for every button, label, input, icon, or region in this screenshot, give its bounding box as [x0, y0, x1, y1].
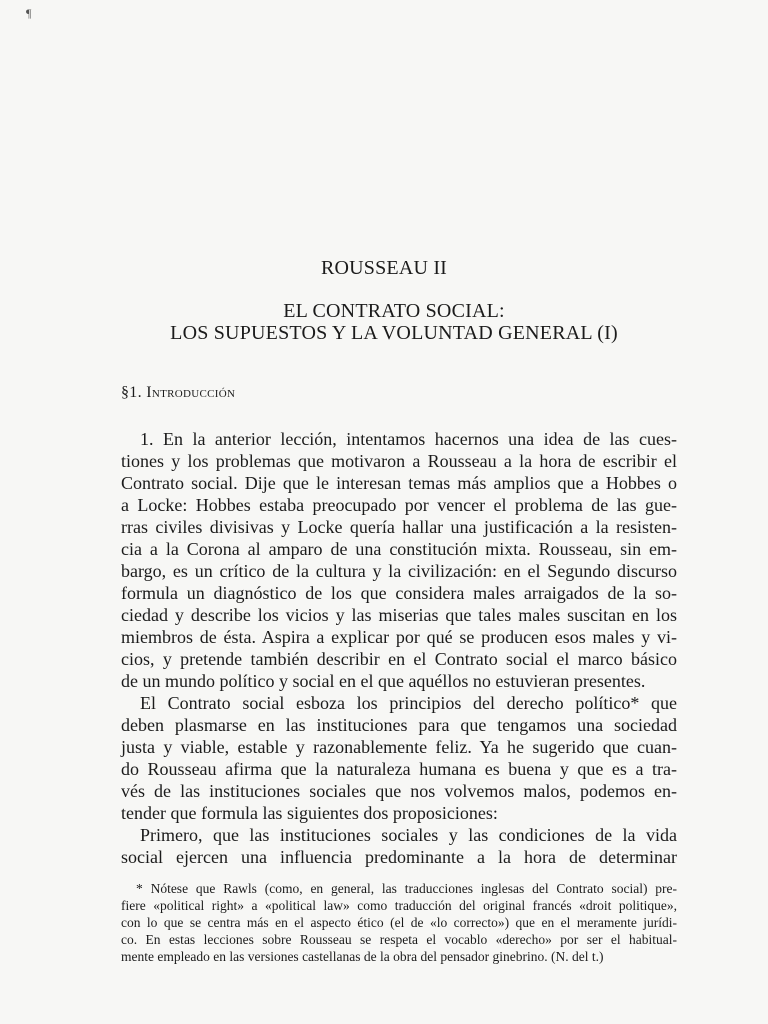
body-line: do Rousseau afirma que la naturaleza humana es buena y que es a tra-: [121, 759, 677, 779]
body-line: cios, y pretende también describir en el Contrato social el marco básico: [121, 649, 677, 669]
body-line: rras civiles divisivas y Locke quería hallar una justificación a la resisten-: [121, 517, 677, 537]
section-heading: [121, 384, 235, 402]
section-number: §1.: [121, 384, 142, 401]
footnote-line: con lo que se centra más en el aspecto ético (el de «lo correcto») que en el meramente jurídi-: [121, 915, 677, 930]
body-line: tiones y los problemas que motivaron a Rousseau a la hora de escribir el: [121, 451, 677, 471]
body-line: miembros de ésta. Aspira a explicar por qué se producen esos males y vi-: [121, 627, 677, 647]
body-line: social ejercen una influencia predominante a la hora de determinar: [121, 847, 677, 867]
body-line: justa y viable, estable y razonablemente feliz. Ya he sugerido que cuan-: [121, 737, 677, 757]
footnote-line: mente empleado en las versiones castellanas de la obra del pensador ginebrino. (N. del t.): [121, 949, 604, 964]
section-title: Introducción: [146, 384, 236, 401]
chapter-subtitle-line-2: LOS SUPUESTOS Y LA VOLUNTAD GENERAL (I): [170, 322, 618, 344]
body-line: El Contrato social esboza los principios del derecho político* que: [140, 693, 677, 713]
body-line: cia a la Corona al amparo de una constitución mixta. Rousseau, sin em-: [121, 539, 677, 559]
corner-mark: ¶: [26, 6, 32, 20]
body-line: de un mundo político y social en el que aquéllos no estuvieran presentes.: [121, 671, 646, 691]
body-line: vés de las instituciones sociales que nos volvemos malos, podemos en-: [121, 781, 677, 801]
footnote-line: fiere «political right» a «political law» como traducción del original francés «droit politique»,: [121, 898, 677, 913]
footnote-line: * Nótese que Rawls (como, en general, las traducciones inglesas del Contrato social) pre-: [136, 881, 677, 896]
footnote-line: co. En estas lecciones sobre Rousseau se respeta el vocablo «derecho» por ser el habitual-: [121, 932, 677, 947]
body-line: bargo, es un crítico de la cultura y la civilización: en el Segundo discurso: [121, 561, 677, 581]
body-line: a Locke: Hobbes estaba preocupado por vencer el problema de las gue-: [121, 495, 677, 515]
body-line: ciedad y describe los vicios y las miserias que tales males suscitan en los: [121, 605, 677, 625]
body-line: tender que formula las siguientes dos proposiciones:: [121, 803, 498, 823]
body-line: Contrato social. Dije que le interesan temas más amplios que a Hobbes o: [121, 473, 677, 493]
body-line: formula un diagnóstico de los que considera males arraigados de la so-: [121, 583, 677, 603]
body-line: 1. En la anterior lección, intentamos hacernos una idea de las cues-: [140, 429, 677, 449]
chapter-title: ROUSSEAU II: [320, 257, 448, 279]
body-line: Primero, que las instituciones sociales y las condiciones de la vida: [140, 825, 677, 845]
chapter-subtitle-line-1: EL CONTRATO SOCIAL:: [283, 300, 505, 322]
body-line: deben plasmarse en las instituciones para que tengamos una sociedad: [121, 715, 677, 735]
